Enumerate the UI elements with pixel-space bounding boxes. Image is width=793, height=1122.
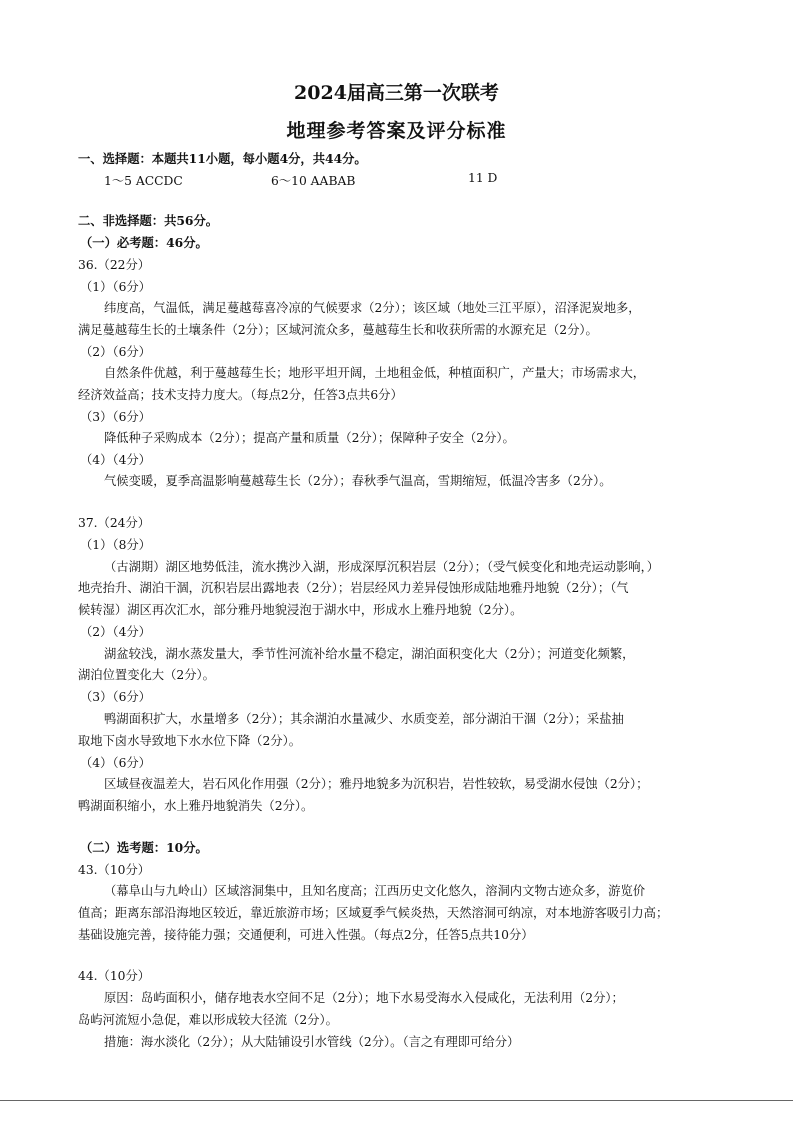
q43-label: 43.（10分） bbox=[78, 863, 151, 877]
q43-line1: （幕阜山与九岭山）区域溶洞集中，且知名度高；江西历史文化悠久，溶洞内文物古迹众多，游览价 bbox=[104, 884, 646, 898]
q36-s1-line1: 纬度高，气温低，满足蔓越莓喜冷凉的气候要求（2分）；该区域（地处三江平原），沼泽泥炭地多， bbox=[104, 301, 641, 315]
q36-s2-line2: 经济效益高；技术支持力度大。（每点2分，任答3点共6分） bbox=[78, 388, 403, 402]
q37-s4-line2: 鸭湖面积缩小，水上雅丹地貌消失（2分）。 bbox=[78, 799, 314, 813]
q37-s2-line1: 湖盆较浅，湖水蒸发量大，季节性河流补给水量不稳定，湖泊面积变化大（2分）；河道变化频繁， bbox=[104, 647, 635, 661]
q36-s2-line1: 自然条件优越，利于蔓越莓生长；地形平坦开阔，土地租金低，种植面积广，产量大；市场需求大， bbox=[104, 366, 646, 380]
q36-s4-line1: 气候变暖，夏季高温影响蔓越莓生长（2分）；春秋季气温高，雪期缩短，低温冷害多（2分）。 bbox=[104, 474, 612, 488]
q44-line3: 措施：海水淡化（2分）；从大陆铺设引水管线（2分）。（言之有理即可给分） bbox=[104, 1035, 520, 1049]
q36-s4-label: （4）（4分） bbox=[80, 453, 151, 467]
part1-heading: 一、选择题：本题共11小题，每小题4分，共44分。 bbox=[78, 151, 367, 166]
q37-s1-line2: 地壳抬升、湖泊干涸，沉积岩层出露地表（2分）；岩层经风力差异侵蚀形成陆地雅丹地貌（2分）；（气 bbox=[78, 581, 629, 595]
q36-s3-line1: 降低种子采购成本（2分）；提高产量和质量（2分）；保障种子安全（2分）。 bbox=[104, 431, 515, 445]
q36-s2-label: （2）（6分） bbox=[80, 345, 151, 359]
q37-s1-line1: （古湖期）湖区地势低洼，流水携沙入湖，形成深厚沉积岩层（2分）；（受气候变化和地壳运动影响，） bbox=[104, 560, 660, 574]
q44-line2: 岛屿河流短小急促，难以形成较大径流（2分）。 bbox=[78, 1013, 338, 1027]
q37-s1-label: （1）（8分） bbox=[80, 538, 151, 552]
q37-label: 37.（24分） bbox=[78, 516, 151, 530]
q36-s1-label: （1）（6分） bbox=[80, 280, 151, 294]
q37-s2-label: （2）（4分） bbox=[80, 625, 151, 639]
q43-line2: 值高；距离东部沿海地区较近，靠近旅游市场；区域夏季气候炎热，天然溶洞可纳凉，对本地游客吸引力高； bbox=[78, 906, 669, 920]
page-subtitle: 地理参考答案及评分标准 bbox=[286, 120, 507, 142]
q36-s1-line2: 满足蔓越莓生长的土壤条件（2分）；区域河流众多，蔓越莓生长和收获所需的水源充足（2分）。 bbox=[78, 323, 598, 337]
page-title: 2024届高三第一次联考 bbox=[294, 82, 499, 104]
page-bottom-rule bbox=[0, 1100, 793, 1101]
q43-line3: 基础设施完善，接待能力强；交通便利，可进入性强。（每点2分，任答5点共10分） bbox=[78, 928, 534, 942]
q37-s3-label: （3）（6分） bbox=[80, 690, 151, 704]
q36-label: 36.（22分） bbox=[78, 258, 151, 272]
q37-s3-line2: 取地下卤水导致地下水水位下降（2分）。 bbox=[78, 734, 302, 748]
mcq-answers-6-10: 6～10 AABAB bbox=[271, 174, 356, 188]
elective-heading: （二）选考题：10分。 bbox=[80, 840, 208, 855]
mcq-answers-1-5: 1～5 ACCDC bbox=[104, 174, 183, 188]
q37-s4-label: （4）（6分） bbox=[80, 756, 151, 770]
q44-line1: 原因：岛屿面积小，储存地表水空间不足（2分）；地下水易受海水入侵咸化，无法利用（2分）； bbox=[104, 991, 624, 1005]
q36-s3-label: （3）（6分） bbox=[80, 410, 151, 424]
required-heading: （一）必考题：46分。 bbox=[80, 235, 208, 250]
q37-s1-line3: 候转湿）湖区再次汇水，部分雅丹地貌浸泡于湖水中，形成水上雅丹地貌（2分）。 bbox=[78, 603, 523, 617]
part2-heading: 二、非选择题：共56分。 bbox=[78, 213, 219, 228]
mcq-answers-11: 11 D bbox=[468, 171, 498, 185]
q37-s3-line1: 鸭湖面积扩大，水量增多（2分）；其余湖泊水量减少、水质变差，部分湖泊干涸（2分）；采盐抽 bbox=[104, 712, 624, 726]
q37-s4-line1: 区域昼夜温差大，岩石风化作用强（2分）；雅丹地貌多为沉积岩，岩性较软，易受湖水侵蚀（2分）； bbox=[104, 777, 649, 791]
q44-label: 44.（10分） bbox=[78, 969, 151, 983]
q37-s2-line2: 湖泊位置变化大（2分）。 bbox=[78, 668, 215, 682]
